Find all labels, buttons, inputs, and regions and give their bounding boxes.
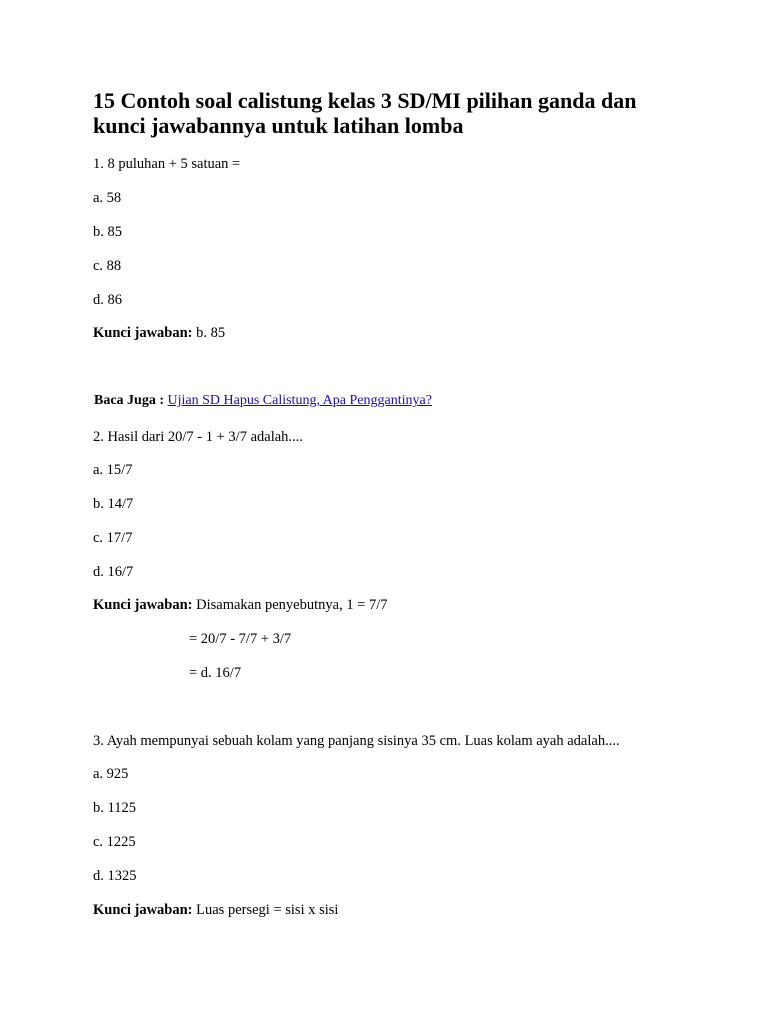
q2-step-2: = d. 16/7 — [189, 665, 242, 681]
q1-answer-key — [93, 324, 225, 342]
q2-step-1: = 20/7 - 7/7 + 3/7 — [189, 631, 292, 647]
article-title: 15 Contoh soal calistung kelas 3 SD/MI pilihan ganda dan kunci jawabannya untuk latihan lomba — [93, 88, 637, 138]
question-3: 3. Ayah mempunyai sebuah kolam yang panjang sisinya 35 cm. Luas kolam ayah adalah.... — [93, 733, 620, 749]
baca-juga — [94, 392, 432, 410]
q1-option-c: c. 88 — [93, 258, 122, 274]
q2-option-b: b. 14/7 — [93, 496, 134, 512]
q3-option-d: d. 1325 — [93, 868, 137, 884]
q3-answer-key — [93, 901, 338, 919]
q1-option-a: a. 58 — [93, 190, 122, 206]
q2-option-d: d. 16/7 — [93, 564, 134, 580]
q1-option-d: d. 86 — [93, 292, 122, 308]
answer-key-label: Kunci jawaban: — [93, 325, 193, 341]
q1-option-b: b. 85 — [93, 224, 122, 240]
q2-option-a: a. 15/7 — [93, 462, 133, 478]
q3-option-c: c. 1225 — [93, 834, 136, 850]
question-1: 1. 8 puluhan + 5 satuan = — [93, 156, 241, 172]
answer-key-label: Kunci jawaban: — [93, 902, 193, 918]
article — [93, 88, 693, 918]
q2-answer-value: Disamakan penyebutnya, 1 = 7/7 — [196, 597, 388, 613]
q3-option-a: a. 925 — [93, 766, 129, 782]
question-2: 2. Hasil dari 20/7 - 1 + 3/7 adalah.... — [93, 429, 303, 445]
q2-option-c: c. 17/7 — [93, 530, 133, 546]
q3-option-b: b. 1125 — [93, 800, 136, 816]
baca-juga-label: Baca Juga : — [94, 393, 164, 408]
baca-juga-link[interactable]: Ujian SD Hapus Calistung, Apa Penggantinya? — [167, 393, 432, 408]
q2-answer-key — [93, 596, 388, 614]
q1-answer-value: b. 85 — [196, 325, 226, 341]
q3-answer-value: Luas persegi = sisi x sisi — [196, 902, 339, 918]
answer-key-label: Kunci jawaban: — [93, 597, 193, 613]
